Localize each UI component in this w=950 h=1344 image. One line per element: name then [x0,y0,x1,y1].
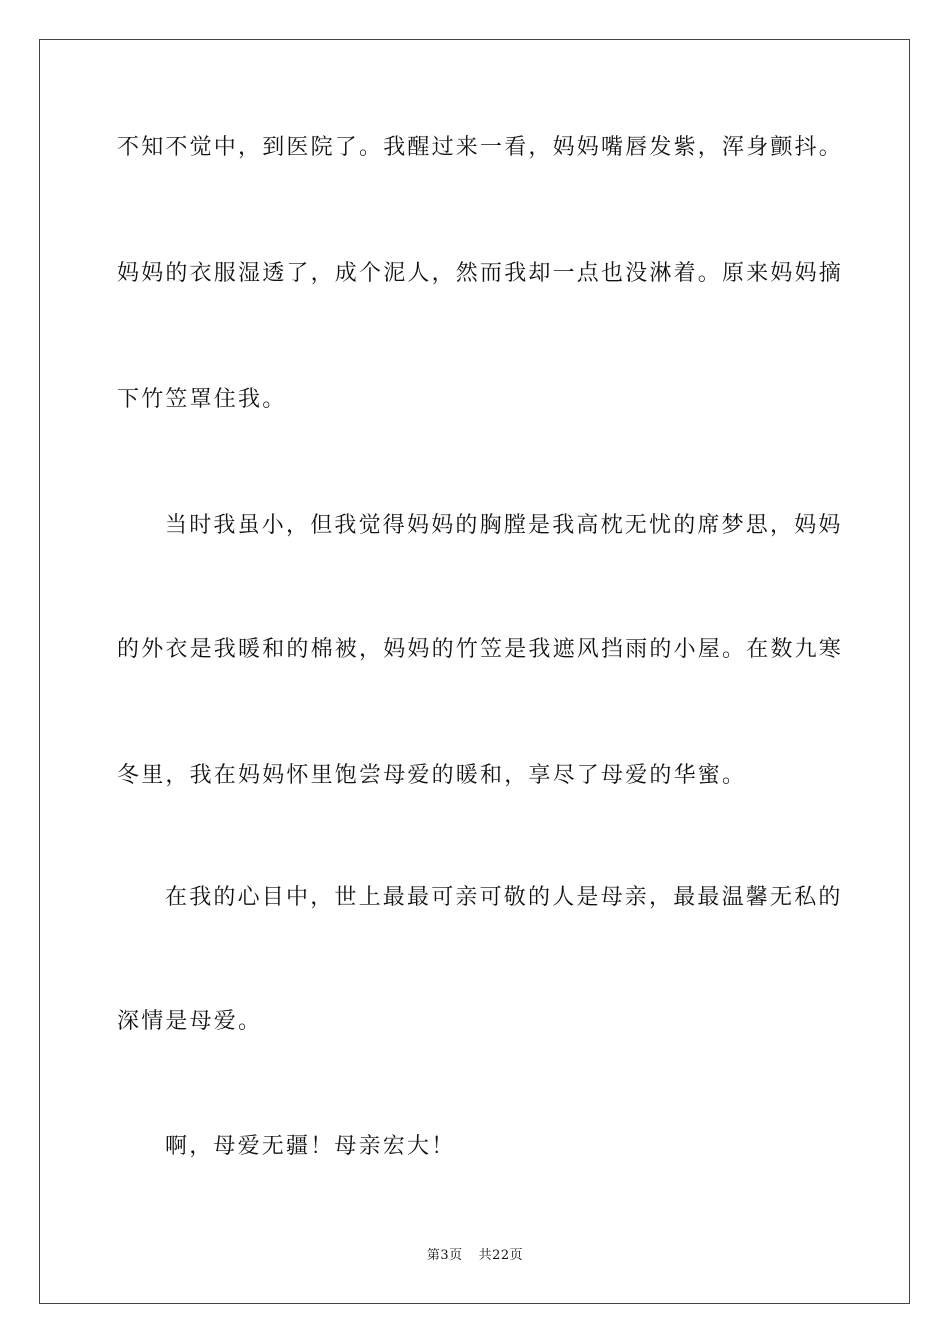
page-number: 第3页 [426,1248,463,1263]
page-footer [0,1248,950,1264]
body-text-line: 下竹笠罩住我。 [117,387,287,412]
paragraph-first-line: 啊，母爱无疆！母亲宏大！ [165,1134,456,1159]
body-text-line: 不知不觉中，到医院了。我醒过来一看，妈妈嘴唇发紫，浑身颤抖。 [117,135,844,160]
body-text-line: 深情是母爱。 [117,1009,263,1034]
body-text-line: 冬里，我在妈妈怀里饱尝母爱的暖和，享尽了母爱的华蜜。 [117,763,747,788]
paragraph-first-line: 在我的心目中，世上最最可亲可敬的人是母亲，最最温馨无私的 [165,885,843,910]
body-text-line: 的外衣是我暖和的棉被，妈妈的竹笠是我遮风挡雨的小屋。在数九寒 [117,637,844,662]
page-border [39,39,910,1304]
body-text-line: 妈妈的衣服湿透了，成个泥人，然而我却一点也没淋着。原来妈妈摘 [117,261,844,286]
paragraph-first-line: 当时我虽小，但我觉得妈妈的胸膛是我高枕无忧的席梦思，妈妈 [165,513,843,538]
page-total: 共22页 [478,1248,524,1263]
